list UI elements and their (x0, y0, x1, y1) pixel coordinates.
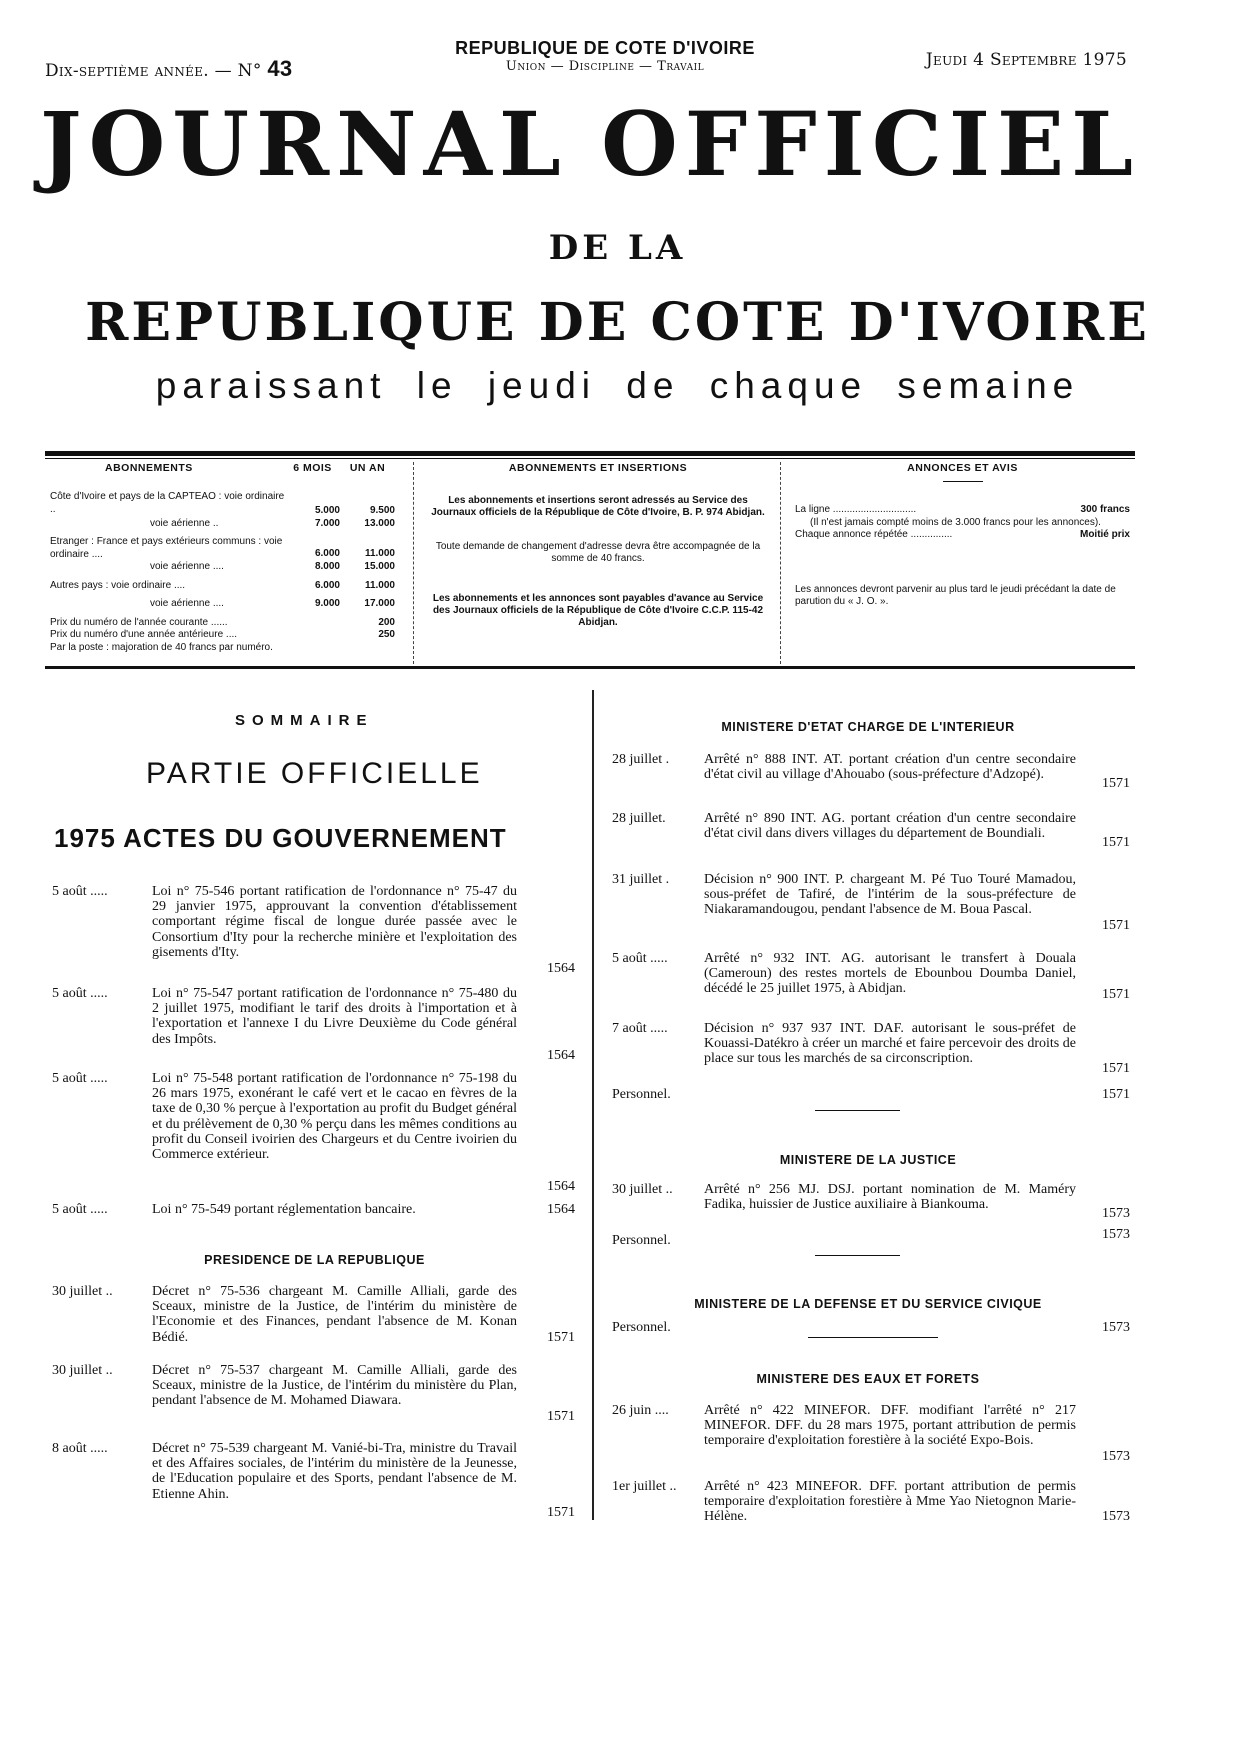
entry-date: 5 août ..... (52, 1071, 108, 1086)
defense-heading: MINISTERE DE LA DEFENSE ET DU SERVICE CIVIQUE (694, 1297, 1042, 1311)
toc-entry (612, 1182, 1132, 1232)
box-top-rule (45, 451, 1135, 456)
toc-entry (52, 1441, 577, 1521)
toc-entry (612, 811, 1132, 861)
rate-1y: 17.000 (364, 598, 395, 610)
price-label: Par la poste : majoration de 40 francs par numéro. (50, 641, 273, 653)
actes-heading: 1975 ACTES DU GOUVERNEMENT (54, 823, 507, 853)
entry-page: 1571 (547, 1505, 575, 1520)
ads-line-label: La ligne .............................. (795, 504, 917, 516)
ads-line-rate (795, 504, 1130, 517)
ads-repeat-label: Chaque annonce répétée ............... (795, 529, 953, 541)
entry-date: 5 août ..... (52, 986, 108, 1001)
rates-heading: ABONNEMENTS (105, 462, 193, 474)
price-value: 200 (378, 616, 395, 628)
rates-col-6m: 6 MOIS (293, 462, 332, 474)
rate-1y: 11.000 (364, 579, 395, 591)
rate-1y: 15.000 (364, 561, 395, 573)
personnel-label: Personnel. (612, 1087, 671, 1102)
year-label: Dix-septième année. — N° (45, 61, 262, 81)
toc-entry (52, 986, 577, 1066)
rate-label: voie aérienne .... (150, 561, 224, 573)
entry-text: Décision n° 937 937 INT. DAF. autorisant le sous-préfet de Kouassi-Datékro à créer un marché et faire percevoir des droits de place sur tous les marchés de sa circonscription. (704, 1021, 1076, 1067)
ads-repeat-rate (795, 529, 1130, 542)
insertions-address-change: Toute demande de changement d'adresse devra être accompagnée de la somme de 40 francs. (435, 541, 761, 565)
entry-page: 1564 (547, 1179, 575, 1194)
presidence-heading: PRESIDENCE DE LA REPUBLIQUE (204, 1253, 425, 1267)
personnel-label: Personnel. (612, 1320, 671, 1335)
personnel-page: 1573 (1102, 1320, 1130, 1335)
sommaire-heading: SOMMAIRE (235, 712, 374, 729)
rate-label: voie aérienne .... (150, 598, 224, 610)
ads-heading: ANNONCES ET AVIS (907, 462, 1018, 474)
ads-info (795, 462, 1130, 608)
rate-6m: 6.000 (314, 579, 340, 591)
entry-text: Loi n° 75-547 portant ratification de l'ordonnance n° 75-480 du 2 juillet 1975, modifiant le tarif des droits à l'importation et à l'exportation et l'annexe I du Livre Deuxième du Code général des Impôts. (152, 986, 517, 1047)
rates-col-1y: UN AN (349, 462, 386, 474)
rate-6m: 8.000 (314, 561, 340, 573)
entry-text: Arrêté n° 422 MINEFOR. DFF. modifiant l'arrêté n° 217 MINEFOR. DFF. du 28 mars 1975, portant attribution de permis temporaire d'exploitation forestière à la société Expo-Bois. (704, 1403, 1076, 1449)
entry-text: Décret n° 75-536 chargeant M. Camille Alliali, garde des Sceaux, ministre de la Justice, de l'intérim du ministère de l'Economie et des Finances, pendant l'absence de M. Konan Bédié. (152, 1284, 517, 1345)
rate-1y: 9.500 (369, 505, 395, 517)
entry-text: Arrêté n° 890 INT. AG. portant création d'un centre secondaire d'état civil dans divers villages du département de Boundiali. (704, 811, 1076, 842)
entry-text: Loi n° 75-546 portant ratification de l'ordonnance n° 75-47 du 29 janvier 1975, approuvant la convention d'établissement comportant régime fiscal de longue durée passée avec le Consortium d'Ity pour la recherche minière et l'exploitation des gisements d'Ity. (152, 884, 517, 960)
country-header (420, 38, 790, 74)
entry-date: 8 août ..... (52, 1441, 108, 1456)
entry-date: 30 juillet .. (52, 1284, 113, 1299)
toc-entry (52, 1363, 577, 1423)
box-bottom-rule (45, 666, 1135, 669)
partie-officielle-heading: PARTIE OFFICIELLE (146, 757, 483, 790)
section-end-rule (815, 1255, 900, 1256)
personnel-label: Personnel. (612, 1233, 671, 1248)
personnel-page: 1571 (1102, 1087, 1130, 1102)
masthead-tagline: paraissant le jeudi de chaque semaine (155, 365, 1080, 406)
entry-date: 30 juillet .. (612, 1182, 673, 1197)
toc-entry (52, 884, 577, 994)
subscription-rates (50, 462, 395, 654)
entry-text: Loi n° 75-548 portant ratification de l'ordonnance n° 75-198 du 26 mars 1975, exonérant le café vert et le cacao en fèvres de la taxe de 0,30 % perçue à l'exportation au profit du Budget général et du prélèvement de 0,30 % perçu dans les mêmes conditions au profit du Conseil ivoirien des Chargeurs et du Centre ivoirien du Commerce extérieur. (152, 1071, 517, 1163)
toc-personnel (612, 1087, 1132, 1105)
section-end-rule (815, 1110, 900, 1111)
toc-entry (52, 1071, 577, 1201)
entry-page: 1564 (547, 961, 575, 976)
toc-entry (612, 752, 1132, 802)
country-name: REPUBLIQUE DE COTE D'IVOIRE (455, 38, 755, 58)
entry-date: 28 juillet . (612, 752, 670, 767)
ads-note: (Il n'est jamais compté moins de 3.000 francs pour les annonces). (810, 516, 1101, 528)
entry-date: 30 juillet .. (52, 1363, 113, 1378)
entry-date: 5 août ..... (52, 884, 108, 899)
toc-personnel (612, 1320, 1132, 1338)
rate-6m: 7.000 (314, 517, 340, 529)
rate-6m: 6.000 (314, 548, 340, 560)
entry-text: Loi n° 75-549 portant réglementation bancaire. (152, 1202, 416, 1217)
toc-entry (612, 1021, 1132, 1076)
entry-text: Arrêté n° 423 MINEFOR. DFF. portant attribution de permis temporaire d'exploitation forestière à Mme Yao Nietognon Marie-Hélène. (704, 1479, 1076, 1525)
column-divider (592, 690, 594, 1520)
masthead-word-officiel: OFFICIEL (601, 92, 1140, 196)
entry-page: 1564 (547, 1202, 575, 1217)
entry-text: Décision n° 900 INT. P. chargeant M. Pé Tuo Touré Mamadou, sous-préfet de Tafiré, de l'intérim de la sous-préfecture de Niakaramandougou, pendant l'absence de M. Boua Pascal. (704, 872, 1076, 918)
section-end-rule (808, 1337, 938, 1338)
toc-entry (612, 951, 1132, 1006)
entry-text: Arrêté n° 256 MJ. DSJ. portant nomination de M. Maméry Fadika, huissier de Justice auxiliaire à Biankouma. (704, 1182, 1076, 1213)
masthead-de-la: DE LA (548, 228, 687, 268)
rate-6m: 9.000 (314, 598, 340, 610)
ads-deadline: Les annonces devront parvenir au plus tard le jeudi précédant la date de parution du « J. O. ». (795, 583, 1116, 607)
price-label: Prix du numéro de l'année courante ...... (50, 616, 228, 628)
entry-text: Arrêté n° 888 INT. AT. portant création d'un centre secondaire d'état civil au village d'Ahouabo (sous-préfecture d'Adzopé). (704, 752, 1076, 783)
rate-6m: 5.000 (314, 505, 340, 517)
entry-date: 28 juillet. (612, 811, 666, 826)
entry-date: 7 août ..... (612, 1021, 668, 1036)
entry-page: 1571 (1102, 776, 1130, 791)
toc-entry (612, 872, 1132, 937)
issue-line (45, 56, 292, 82)
entry-text: Décret n° 75-539 chargeant M. Vanié-bi-Tra, ministre du Travail et des Affaires sociales, de l'intérim du ministère de la Jeunesse, de l'Education populaire et des Sports, pendant l'absence de M. Etienne Ahin. (152, 1441, 517, 1502)
ads-underline (943, 481, 983, 482)
entry-page: 1571 (1102, 918, 1130, 933)
ads-repeat-value: Moitié prix (1079, 529, 1130, 541)
ads-line-price: 300 francs (1080, 504, 1130, 516)
rates-table (50, 462, 395, 654)
box-separator (780, 462, 781, 664)
box-top-rule-thin (45, 458, 1135, 459)
entry-date: 1er juillet .. (612, 1479, 677, 1494)
entry-date: 31 juillet . (612, 872, 670, 887)
toc-entry (612, 1403, 1132, 1473)
box-separator (413, 462, 414, 664)
entry-page: 1571 (1102, 1061, 1130, 1076)
entry-page: 1573 (1102, 1206, 1130, 1221)
price-value: 250 (378, 629, 395, 641)
masthead-republic: REPUBLIQUE DE COTE D'IVOIRE (85, 292, 1150, 353)
insertions-address: Les abonnements et insertions seront adressés au Service des Journaux officiels de la République de Côte d'Ivoire, B. P. 974 Abidjan. (431, 495, 765, 519)
entry-page: 1571 (547, 1409, 575, 1424)
entry-date: 5 août ..... (612, 951, 668, 966)
rate-1y: 13.000 (364, 517, 395, 529)
insertions-heading: ABONNEMENTS ET INSERTIONS (508, 462, 688, 474)
national-motto: Union — Discipline — Travail (505, 59, 705, 74)
entry-page: 1571 (547, 1330, 575, 1345)
masthead-word-journal: JOURNAL (40, 92, 568, 196)
entry-text: Arrêté n° 932 INT. AG. autorisant le transfert à Douala (Cameroun) des restes mortels de Ebounbou Doumba Daniel, décédé le 25 juillet 1975, à Abidjan. (704, 951, 1076, 997)
issue-number: 43 (267, 56, 293, 81)
toc-personnel (612, 1227, 1132, 1251)
rate-1y: 11.000 (364, 548, 395, 560)
insertions-info (428, 462, 768, 629)
toc-entry (612, 1479, 1132, 1529)
issue-date: Jeudi 4 Septembre 1975 (925, 50, 1127, 70)
price-label: Prix du numéro d'une année antérieure .... (50, 629, 238, 641)
entry-page: 1571 (1102, 987, 1130, 1002)
entry-date: 5 août ..... (52, 1202, 108, 1217)
personnel-page: 1573 (1102, 1227, 1130, 1242)
masthead-title (40, 92, 1140, 196)
rate-label: voie aérienne .. (150, 517, 219, 529)
entry-text: Décret n° 75-537 chargeant M. Camille Alliali, garde des Sceaux, ministre de la Justice, de l'intérim du ministère du Plan, pendant l'absence de M. Mohamed Diawara. (152, 1363, 517, 1409)
entry-date: 26 juin .... (612, 1403, 669, 1418)
interieur-heading: MINISTERE D'ETAT CHARGE DE L'INTERIEUR (721, 720, 1015, 734)
rate-label: Autres pays : voie ordinaire .... (50, 579, 186, 591)
rate-label: Côte d'Ivoire et pays de la CAPTEAO : voie ordinaire .. (50, 491, 285, 515)
eaux-heading: MINISTERE DES EAUX ET FORETS (756, 1372, 980, 1386)
entry-page: 1571 (1102, 835, 1130, 850)
entry-page: 1573 (1102, 1449, 1130, 1464)
toc-entry (52, 1284, 577, 1344)
rate-label: Etranger : France et pays extérieurs communs : voie ordinaire .... (50, 536, 283, 560)
toc-entry (52, 1202, 577, 1220)
entry-page: 1564 (547, 1048, 575, 1063)
insertions-payment: Les abonnements et les annonces sont payables d'avance au Service des Journaux officiels de la République de Côte d'Ivoire C.C.P. 115-42 Abidjan. (432, 593, 764, 629)
justice-heading: MINISTERE DE LA JUSTICE (779, 1153, 957, 1167)
entry-page: 1573 (1102, 1509, 1130, 1524)
